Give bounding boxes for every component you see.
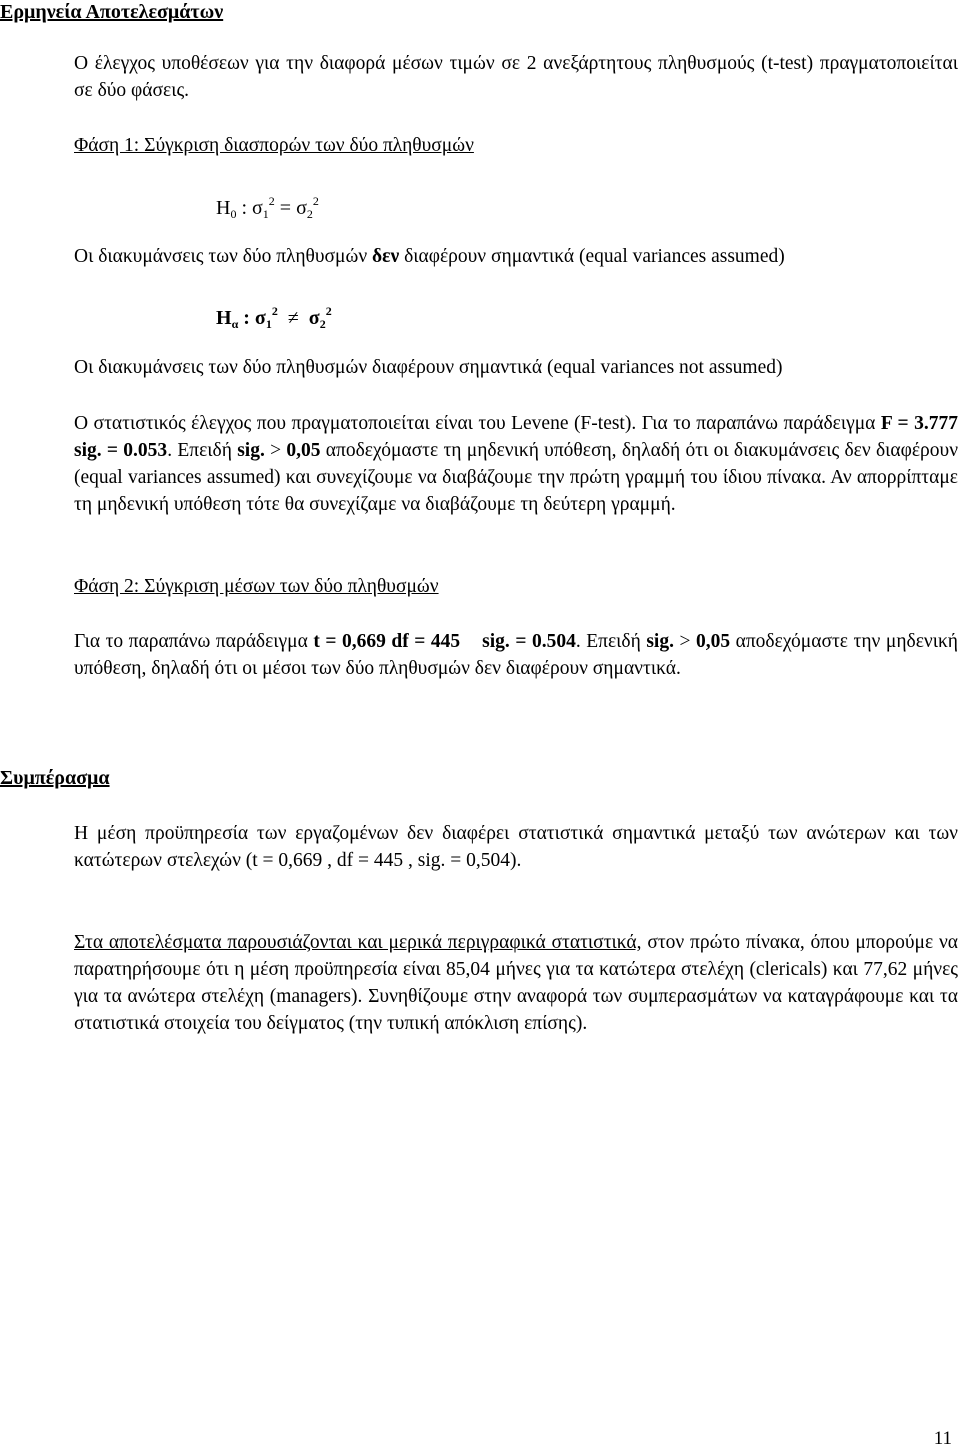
phase2-sig-value: sig. = 0.504	[482, 631, 576, 652]
alternative-hypothesis-formula	[216, 298, 332, 338]
phase2-sig-label: sig.	[646, 631, 674, 652]
h0-sigma2-sq: 2	[312, 194, 319, 208]
phase2-text-3: αποδεχόμαστε την μηδενική υπόθεση, δηλαδή ότι οι μέσοι των δύο πληθυσμών δεν διαφέρουν σημαντικά.	[74, 631, 958, 679]
conclusion-heading: Συμπέρασμα	[0, 767, 110, 789]
ha-sigma2-sub: 2	[319, 317, 326, 331]
levene-text-3: αποδεχόμαστε τη μηδενική υπόθεση, δηλαδή ότι οι διακυμάνσεις δεν διαφέρουν (equal variances assumed) και συνεχίζουμε να διαβάζουμε την πρώτη γραμμή του ίδιου πίνακα. Αν απορρίπταμε τη μηδενική υπόθεση τότε θα συνεχίζαμε να διαβάζουμε τη δεύτερη γραμμή.	[74, 440, 959, 515]
null-hypothesis-formula	[216, 188, 319, 228]
h0-desc-pre: Οι διακυμάνσεις των δύο πληθυσμών	[74, 246, 373, 267]
phase2-alpha: 0,05	[695, 631, 731, 652]
h0-subscript: 0	[230, 207, 237, 221]
h0-sigma1-sq: 2	[268, 194, 275, 208]
ha-sigma2-sq: 2	[325, 304, 332, 318]
ha-sigma-b: σ	[308, 307, 320, 329]
phase2-paragraph	[74, 628, 958, 682]
levene-paragraph	[74, 410, 958, 518]
intro-paragraph: Ο έλεγχος υποθέσεων για την διαφορά μέσων τιμών σε 2 ανεξάρτητους πληθυσμούς (t-test) πραγματοποιείται σε δύο φάσεις.	[74, 53, 958, 101]
levene-text-1: Ο στατιστικός έλεγχος που πραγματοποιείται είναι του Levene (F-test). Για το παραπάνω παράδειγμα	[74, 413, 881, 434]
phase2-t-df-values: t = 0,669 df = 445	[313, 631, 461, 652]
ha-sigma1-sub: 1	[265, 317, 272, 331]
phase1-title: Φάση 1: Σύγκριση διασπορών των δύο πληθυσμών	[74, 135, 474, 156]
ha-subscript: α	[231, 317, 239, 331]
phase2-text-1: Για το παραπάνω παράδειγμα	[74, 631, 314, 652]
h0-sigma-a: : σ	[236, 197, 263, 219]
results-paragraph	[74, 929, 958, 1037]
not-equal-sign: ≠	[287, 307, 299, 329]
results-text: στον πρώτο πίνακα, όπου μπορούμε να παρατηρήσουμε ότι η μέση προϋπηρεσία είναι 85,04 μήνες για τα κατώτερα στελέχη (clericals) και 77,62 μήνες για τα ανώτερα στελέχη (managers). Συνηθίζουμε στην αναφορά των συμπερασμάτων να καταγράφουμε και τα στατιστικά στοιχεία του δείγματος (την τυπική απόκλιση επίσης).	[74, 932, 958, 1034]
page-number: 11	[933, 1428, 952, 1449]
levene-gt: >	[264, 440, 287, 461]
h0-description	[74, 243, 958, 270]
levene-text-2: . Επειδή	[167, 440, 238, 461]
phase2-text-2: . Επειδή	[575, 631, 647, 652]
phase2-gt: >	[673, 631, 696, 652]
conclusion-paragraph: Η μέση προϋπηρεσία των εργαζομένων δεν διαφέρει στατιστικά σημαντικά μεταξύ των ανώτερων και των κατώτερων στελεχών (t = 0,669 , df = 445 , sig. = 0,504).	[74, 823, 958, 871]
h0-equals-sigma: = σ	[274, 197, 307, 219]
h0-symbol: H	[216, 197, 231, 219]
levene-sig-label: sig.	[237, 440, 265, 461]
h0-sigma2-sub: 2	[306, 207, 313, 221]
levene-alpha: 0,05	[286, 440, 321, 461]
results-underlined-text: Στα αποτελέσματα παρουσιάζονται και μερικά περιγραφικά στατιστικά,	[74, 932, 642, 953]
levene-sig-value: sig. = 0.053	[74, 440, 168, 461]
ha-sigma-a: : σ	[238, 307, 266, 329]
h0-desc-post: διαφέρουν σημαντικά (equal variances assumed)	[399, 246, 785, 267]
h0-desc-bold: δεν	[372, 246, 400, 267]
phase2-title: Φάση 2: Σύγκριση μέσων των δύο πληθυσμών	[74, 576, 439, 597]
ha-sigma1-sq: 2	[271, 304, 278, 318]
levene-f-value: F = 3.777	[880, 413, 958, 434]
ha-symbol: H	[216, 307, 232, 329]
h0-sigma1-sub: 1	[262, 207, 269, 221]
results-interpretation-heading: Ερμηνεία Αποτελεσμάτων	[0, 1, 224, 23]
ha-description: Οι διακυμάνσεις των δύο πληθυσμών διαφέρουν σημαντικά (equal variances not assumed)	[74, 357, 783, 378]
